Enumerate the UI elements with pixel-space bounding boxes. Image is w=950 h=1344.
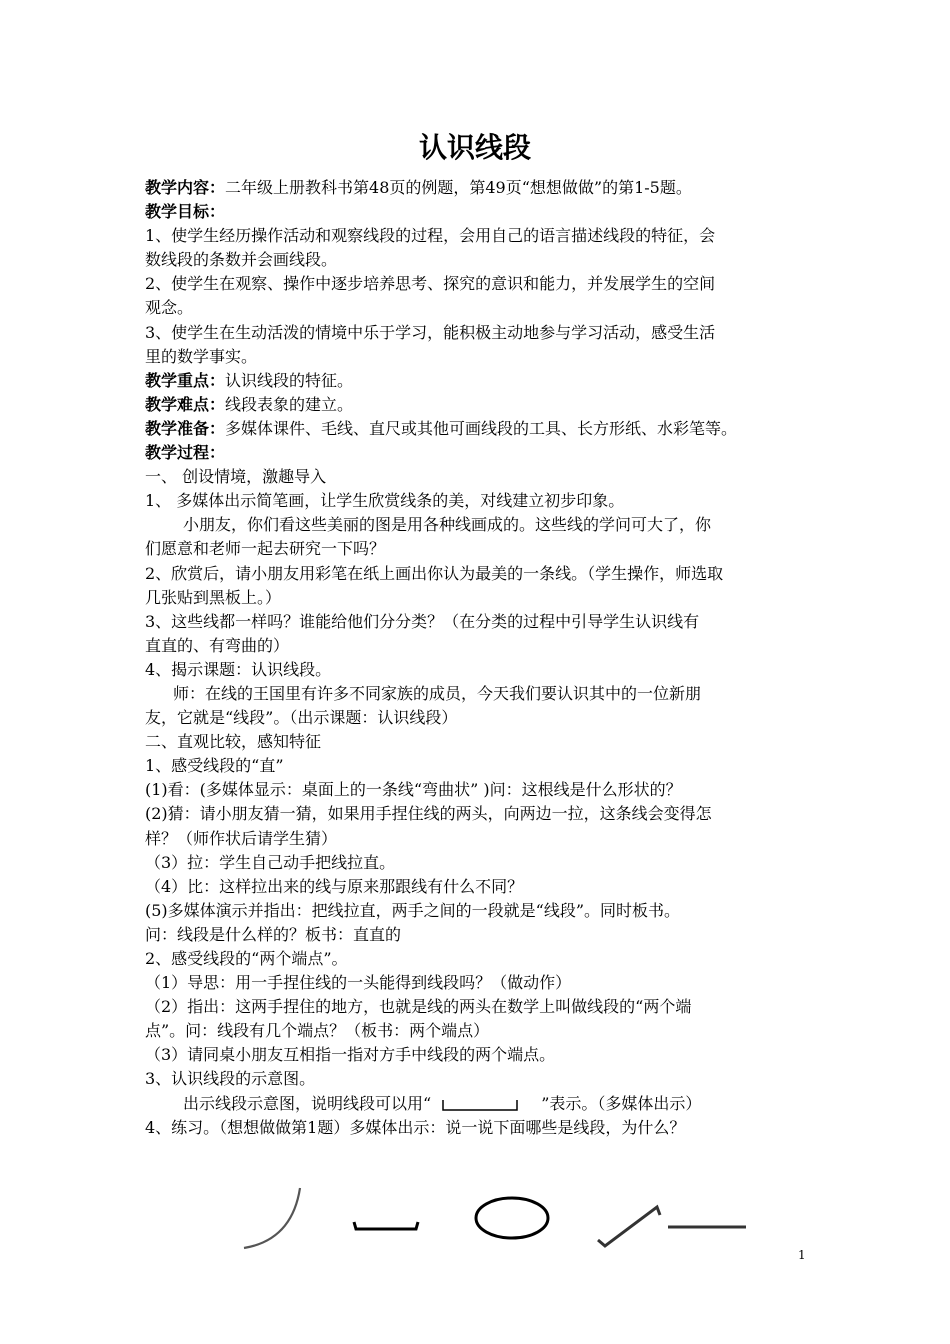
process-line: 3、认识线段的示意图。: [145, 1069, 316, 1089]
goal-line: 里的数学事实。: [145, 346, 258, 366]
prep-line: [145, 417, 810, 441]
process-label: 教学过程：: [145, 443, 226, 463]
prep-label: 教学准备：: [145, 418, 226, 438]
process-line: （2）指出：这两手捏住的地方，也就是线的两头在数学上叫做线段的“两个端: [145, 997, 692, 1017]
page-number: 1: [798, 1248, 806, 1262]
process-line: 问：线段是什么样的？板书：直直的: [145, 924, 402, 944]
process-line: 3、这些线都一样吗？谁能给他们分分类？（在分类的过程中引导学生认识线有: [145, 611, 700, 631]
key-point-label: 教学重点：: [145, 370, 226, 390]
process-line: （4）比：这样拉出来的线与原来那跟线有什么不同？: [145, 876, 524, 896]
bracket-segment-figure: [354, 1222, 418, 1229]
section-heading: 二、直观比较，感知特征: [145, 732, 322, 752]
key-point-line: [145, 369, 810, 393]
process-line: 师：在线的王国里有许多不同家族的成员，今天我们要认识其中的一位新朋: [173, 683, 702, 703]
process-line: （3）拉：学生自己动手把线拉直。: [145, 852, 396, 872]
process-line: （3）请同桌小朋友互相指一指对方手中线段的两个端点。: [145, 1045, 556, 1065]
process-line: （1）导思：用一手捏住线的一头能得到线段吗？（做动作）: [145, 973, 572, 993]
process-line: 2、欣赏后，请小朋友用彩笔在纸上画出你认为最美的一条线。（学生操作，师选取: [145, 563, 724, 583]
difficulty-label: 教学难点：: [145, 394, 226, 414]
process-line: 4、揭示课题：认识线段。: [145, 659, 332, 679]
prep-text: 多媒体课件、毛线、直尺或其他可画线段的工具、长方形纸、水彩笔等。: [225, 418, 738, 438]
process-line: 1、感受线段的“直”: [145, 756, 284, 776]
process-line: 几张贴到黑板上。）: [145, 587, 282, 607]
goals-label: 教学目标：: [145, 202, 226, 222]
lesson-body: [145, 176, 810, 1140]
process-line: 直直的、有弯曲的）: [145, 635, 290, 655]
key-point-text: 认识线段的特征。: [225, 370, 354, 390]
segment-symbol-figure: [431, 1094, 541, 1114]
process-line: (2)猜：请小朋友猜一猜，如果用手捏住线的两头，向两边一拉，这条线会变得怎: [145, 804, 712, 824]
content-text: 二年级上册教科书第48页的例题，第49页“想想做做”的第1-5题。: [225, 178, 692, 197]
goal-line: 数线段的条数并会画线段。: [145, 250, 338, 270]
difficulty-text: 线段表象的建立。: [225, 394, 354, 414]
goal-line: 2、使学生在观察、操作中逐步培养思考、探究的意识和能力，并发展学生的空间: [145, 274, 716, 294]
process-line: 友，它就是“线段”。（出示课题：认识线段）: [145, 708, 458, 728]
curved-line-figure: [244, 1188, 300, 1248]
goal-line: 1、使学生经历操作活动和观察线段的过程，会用自己的语言描述线段的特征，会: [145, 226, 716, 246]
bent-line-figure: [598, 1207, 660, 1246]
process-line: (5)多媒体演示并指出：把线拉直，两手之间的一段就是“线段”。同时板书。: [145, 900, 681, 920]
goal-line: 观念。: [145, 298, 194, 318]
process-line: 们愿意和老师一起去研究一下吗？: [145, 539, 386, 559]
segment-sentence-end: ”表示。（多媒体出示）: [541, 1093, 702, 1113]
page-title: 认识线段: [418, 131, 531, 164]
process-line: 样？（师作状后请学生猜）: [145, 828, 338, 848]
goal-line: 3、使学生在生动活泼的情境中乐于学习，能积极主动地参与学习活动，感受生活: [145, 322, 716, 342]
content-label: 教学内容：: [145, 178, 226, 197]
content-line: [145, 176, 810, 200]
process-line: 点”。问：线段有几个端点？（板书：两个端点）: [145, 1021, 490, 1041]
process-line: (1)看：(多媒体显示：桌面上的一条线“弯曲状” )问：这根线是什么形状的？: [145, 780, 682, 800]
section-heading: 一、 创设情境，激趣导入: [145, 467, 327, 487]
process-line: 2、感受线段的“两个端点”。: [145, 949, 348, 968]
process-line: [145, 1092, 810, 1116]
process-line: 4、练习。（想想做做第1题）多媒体出示：说一说下面哪些是线段，为什么？: [145, 1117, 686, 1137]
process-line: 1、 多媒体出示简笔画，让学生欣赏线条的美，对线建立初步印象。: [145, 491, 625, 511]
process-line: 小朋友，你们看这些美丽的图是用各种线画成的。这些线的学问可大了，你: [183, 515, 712, 535]
ellipse-figure: [476, 1198, 548, 1238]
difficulty-line: [145, 393, 810, 417]
segment-sentence-start: 出示线段示意图，说明线段可以用“: [183, 1093, 432, 1113]
